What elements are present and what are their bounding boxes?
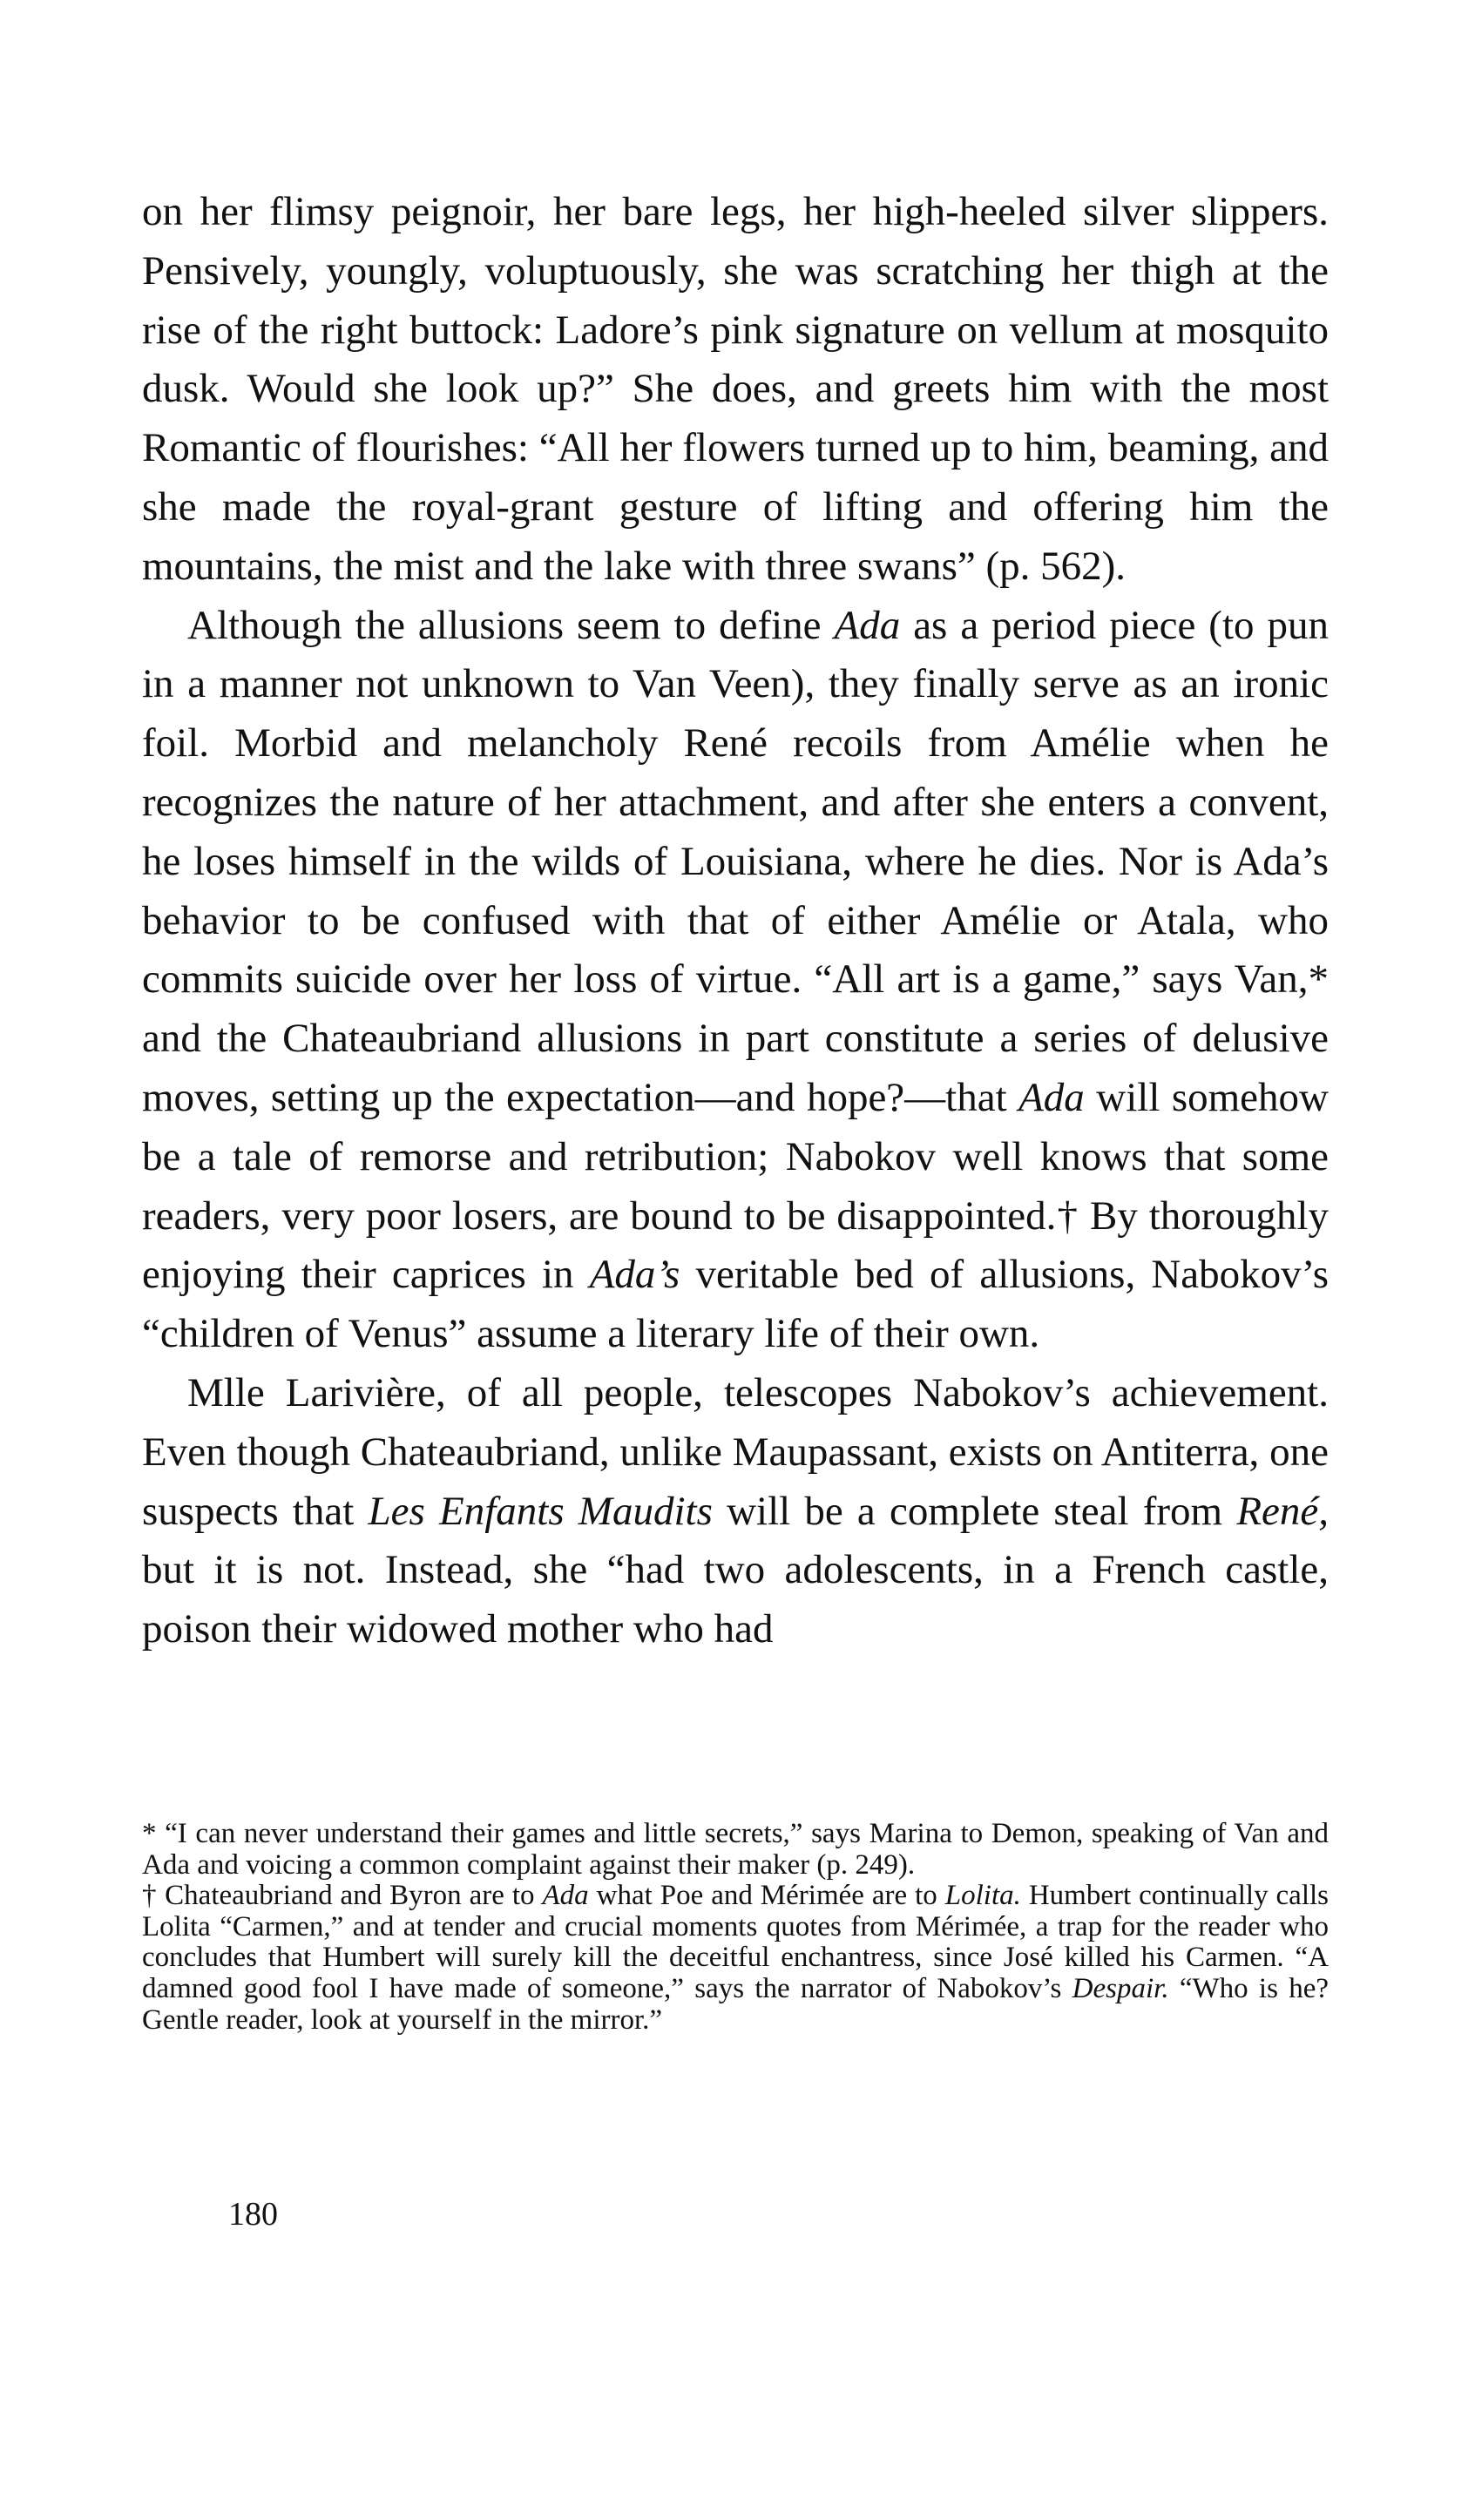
footnote-dagger-part-c: Humbert continually calls Lolita “Carmen,” and at tender and crucial moments quotes from Mérimée, a trap for the reader who concludes that Humbert will surely kill the deceitful enchantress, since José killed his Carmen. “A damned good fool I have made of someone,” says the narrator of Nabokov’s — [142, 1880, 1330, 2004]
title-rene: René, — [1236, 1488, 1329, 1534]
paragraph-2-part-d: veritable bed of allusions, Nabokov’s “children of Venus” assume a literary life of their own. — [142, 1252, 1329, 1357]
title-ada: Ada — [1018, 1074, 1085, 1120]
paragraph-3-part-a: Mlle Larivière, of all people, telescopes Nabokov’s achievement. Even though Chateaubriand, unlike Maupassant, exists on Antiterra, one suspects that — [142, 1369, 1329, 1534]
paragraph-2 — [142, 597, 1329, 1364]
footnote-dagger-part-d: “Who is he? Gentle reader, look at yourself in the mirror.” — [142, 1972, 1329, 2036]
paragraph-2-part-b: as a period piece (to pun in a manner not unknown to Van Veen), they finally serve as an ironic foil. Morbid and melancholy René recoils from Amélie when he recognizes the nature of her attachment, and after she enters a convent, he loses himself in the wilds of Louisiana, where he dies. Nor is Ada’s behavior to be confused with that of either Amélie or Atala, who commits suicide over her loss of virtue. “All art is a game,” says Van,* and the Chateaubriand allusions in part constitute a series of delusive moves, setting up the expectation—and hope?—that — [142, 602, 1329, 1120]
footnote-dagger-part-a: † Chateaubriand and Byron are to — [142, 1880, 543, 1912]
title-ada: Ada — [542, 1880, 589, 1912]
footnotes — [142, 1819, 1329, 2036]
paragraph-3-part-b: will be a complete steal from — [712, 1488, 1237, 1534]
paragraph-2-part-c: will somehow be a tale of remorse and retribution; Nabokov well knows that some readers, very poor losers, are bound to be disappointed.† By thoroughly enjoying their caprices in — [142, 1074, 1329, 1298]
footnote-dagger-part-b: what Poe and Mérimée are to — [588, 1880, 945, 1912]
page-body — [142, 183, 1329, 1659]
paragraph-3 — [142, 1364, 1329, 1659]
main-text — [142, 183, 1329, 1659]
footnote-dagger — [142, 1881, 1329, 2036]
paragraph-1: on her flimsy peignoir, her bare legs, her high-heeled silver slippers. Pensively, youngly, voluptuously, she was scratching her thigh at the rise of the right buttock: Ladore’s pink signature on vellum at mosquito dusk. Would she look up?” She does, and greets him with the most Romantic of flourishes: “All her flowers turned up to him, beaming, and she made the royal-grant gesture of lifting and offering him the mountains, the mist and the lake with three swans” (p. 562). — [142, 189, 1329, 589]
title-ada: Ada — [834, 602, 901, 648]
title-lolita: Lolita. — [944, 1880, 1021, 1912]
title-adas: Ada’s — [589, 1252, 680, 1298]
page-number: 180 — [228, 2196, 278, 2233]
footnote-asterisk: * “I can never understand their games and little secrets,” says Marina to Demon, speaking of Van and Ada and voicing a common complaint against their maker (p. 249). — [142, 1818, 1329, 1881]
paragraph-3-part-c: but it is not. Instead, she “had two adolescents, in a French castle, poison their widowed mother who had — [142, 1547, 1329, 1652]
title-les-enfants-maudits: Les Enfants Maudits — [368, 1488, 713, 1534]
paragraph-2-part-a: Although the allusions seem to define — [187, 602, 835, 648]
title-despair: Despair. — [1072, 1972, 1169, 2004]
